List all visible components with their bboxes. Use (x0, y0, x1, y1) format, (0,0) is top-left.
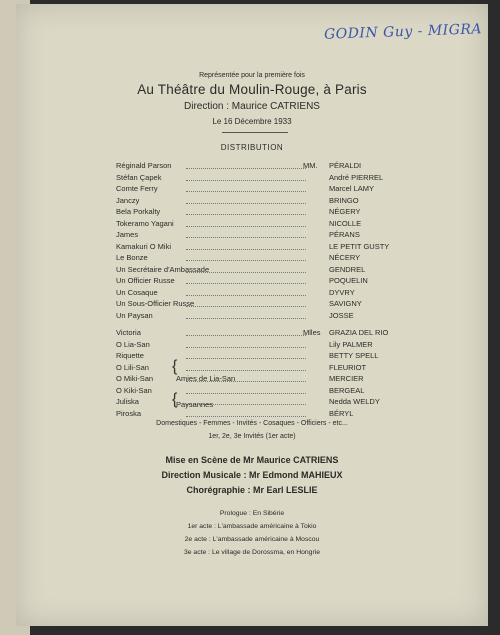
leader-dots (186, 369, 306, 371)
cast-role: O Miki-San (116, 374, 154, 383)
cast-actor: GENDREL (329, 264, 366, 274)
cast-role: Bela Porkalty (116, 207, 161, 216)
leader-dots (186, 317, 306, 319)
leader-dots (186, 294, 306, 296)
act-2: 2e acte : L'ambassade américaine à Moscou (184, 536, 320, 543)
direction-line: Direction : Maurice CATRIENS (184, 101, 320, 112)
group-paysannes-label: Paysannes (176, 400, 214, 409)
cast-actor: NÉGERY (329, 207, 361, 216)
brace-amies: { (172, 358, 178, 375)
cast-role: Le Bonze (116, 253, 148, 262)
leader-dots (186, 357, 306, 359)
cast-role: Riquette (116, 351, 144, 360)
cast-prefix: MM. (303, 161, 318, 170)
cast-actor: GRAZIA DEL RIO (329, 328, 389, 337)
cast-role: Un Sous-Officier Russe (116, 299, 195, 308)
cast-role: Stéfan Çapek (116, 172, 162, 182)
cast-actor: Nedda WELDY (329, 397, 380, 406)
cast-actor: POQUELIN (329, 276, 368, 285)
leader-dots (186, 346, 306, 348)
cast-actor: BRINGO (329, 195, 359, 205)
cast-role: Un Paysan (116, 310, 153, 320)
cast-prefix: Mlles (303, 328, 321, 337)
direction-musicale: Direction Musicale : Mr Edmond MAHIEUX (161, 470, 343, 480)
cast-actor: NÉCERY (329, 253, 361, 262)
extras-line-1: Domestiques - Femmes - Invités - Cosaques - Officiers - etc... (156, 420, 348, 427)
cast-actor: Marcel LAMY (329, 184, 375, 193)
cast-actor: MERCIER (329, 374, 364, 383)
handwritten-signature: GODIN Guy - MIGRA (323, 21, 483, 43)
act-prologue: Prologue : En Sibérie (219, 510, 285, 517)
cast-actor: BERGEAL (329, 385, 365, 395)
cast-role: Un Cosaque (116, 287, 158, 297)
cast-actor: Lily PALMER (329, 339, 373, 349)
leader-dots (186, 334, 306, 336)
cast-actor: LE PETIT GUSTY (329, 241, 390, 251)
cast-role: Piroska (116, 408, 142, 418)
mise-en-scene: Mise en Scène de Mr Maurice CATRIENS (165, 455, 339, 465)
leader-dots (186, 305, 306, 307)
leader-dots (186, 282, 306, 284)
divider (222, 132, 288, 133)
cast-role: O Kiki-San (116, 385, 152, 395)
leader-dots (186, 248, 306, 250)
act-3: 3e acte : Le village de Dorossma, en Hongrie (183, 549, 320, 556)
leader-dots (186, 415, 306, 417)
leader-dots (186, 202, 306, 204)
cast-actor: André PIERREL (329, 172, 384, 182)
cast-role: Un Officier Russe (116, 276, 175, 285)
cast-role: Victoria (116, 328, 141, 337)
leader-dots (186, 225, 306, 227)
leader-dots (186, 213, 306, 215)
cast-actor: FLEURIOT (329, 362, 367, 372)
cast-role: Comte Ferry (116, 184, 158, 193)
brace-paysannes: { (172, 391, 178, 408)
leader-dots (186, 167, 306, 169)
cast-role: Un Secrétaire d'Ambassade (116, 264, 210, 274)
cast-actor: BÉRYL (329, 408, 354, 418)
leader-dots (186, 271, 306, 273)
extras-line-2: 1er, 2e, 3e Invités (1er acte) (208, 433, 296, 440)
premiere-note: Représentée pour la première fois (199, 72, 305, 79)
group-amies-label: Amies de Lia-San (176, 374, 236, 383)
leader-dots (186, 190, 306, 192)
cast-role: O Lili-San (116, 362, 149, 372)
cast-role: Tokeramo Yagani (116, 218, 174, 228)
leader-dots (186, 259, 306, 261)
cast-actor: PÉRANS (329, 230, 360, 239)
cast-actor: PÉRALDI (329, 161, 362, 170)
cast-role: Kamakuri O Miki (116, 241, 172, 251)
program-page (16, 4, 488, 626)
cast-role: O Lia-San (116, 339, 150, 349)
theatre-name: Au Théâtre du Moulin-Rouge, à Paris (137, 82, 367, 97)
date-line: Le 16 Décembre 1933 (212, 117, 292, 126)
choregraphie: Chorégraphie : Mr Earl LESLIE (186, 485, 318, 495)
distribution-title: DISTRIBUTION (220, 143, 284, 152)
cast-actor: BETTY SPELL (329, 351, 379, 360)
cast-actor: JOSSE (329, 310, 354, 320)
cast-actor: NICOLLE (329, 218, 362, 228)
cast-actor: SAVIGNY (329, 299, 362, 308)
cast-role: Réginald Parson (116, 161, 172, 170)
cast-actor: DYVRY (329, 287, 355, 297)
cast-role: Janczy (116, 195, 140, 205)
cast-role: Juliska (116, 397, 139, 406)
cast-role: James (116, 230, 139, 239)
leader-dots (186, 392, 306, 394)
leader-dots (186, 179, 306, 181)
leader-dots (186, 236, 306, 238)
act-1: 1er acte : L'ambassade américaine à Tokio (187, 523, 317, 530)
